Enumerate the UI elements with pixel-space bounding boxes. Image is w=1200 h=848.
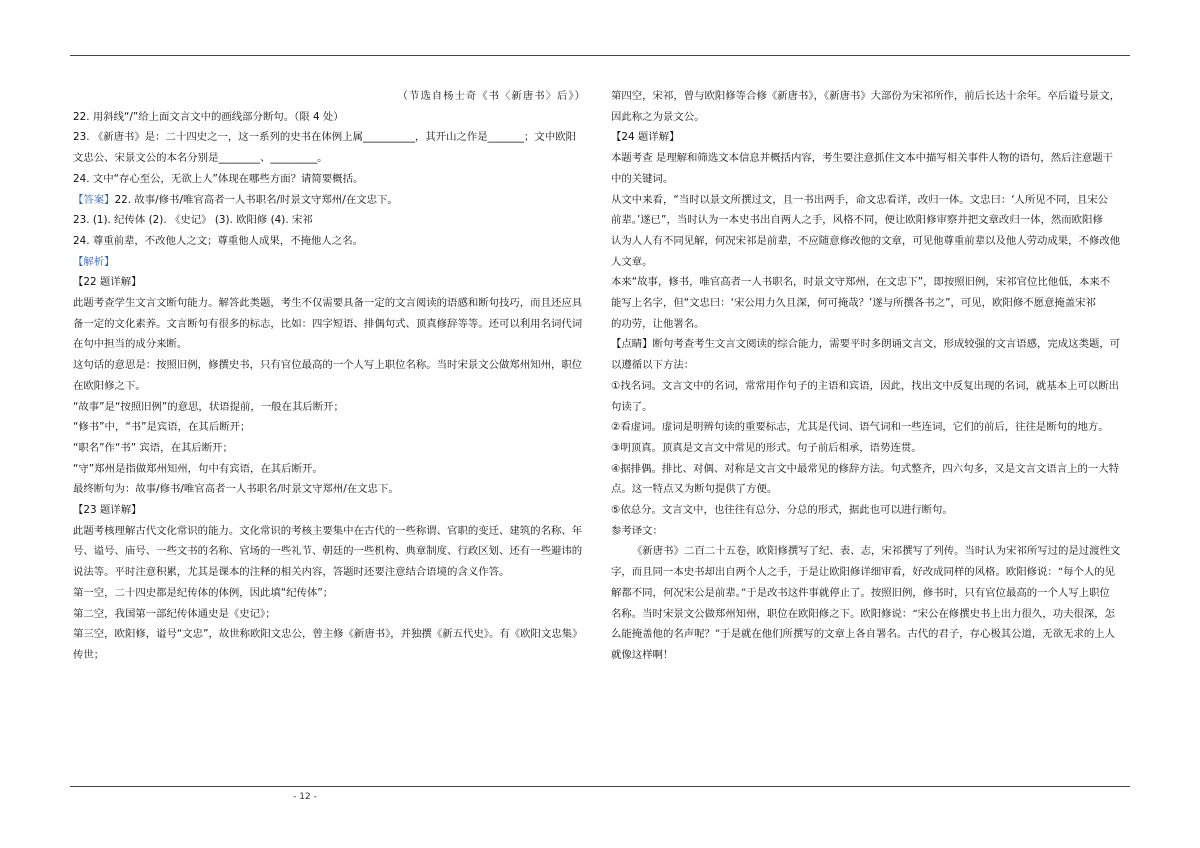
left-column — [73, 86, 586, 666]
translation-text: 就像这样啊！ — [611, 648, 674, 661]
translation-heading: 参考译文： — [611, 524, 663, 537]
detail-23-text: 第三空，欧阳修，谥号“文忠”，故世称欧阳文忠公，曾主修《新唐书》，并独撰《新五代史》。有《欧阳文忠集》 — [73, 628, 583, 641]
detail-22-text: “故事”是“按照旧例”的意思，状语提前，一般在其后断开； — [73, 400, 344, 413]
detail-24-text: 的功劳，让他署名。 — [611, 317, 705, 330]
detail-22-text: 在句中担当的成分来断。 — [73, 338, 188, 351]
source-citation: （节选自杨士奇《书〈新唐书〉后》） — [397, 90, 586, 102]
detail-24-text: 能写上名字，但“文忠曰：‘宋公用力久且深，何可掩哉？’遂与所撰各书之”，可见，欧阳修不愿意掩盖宋祁 — [611, 297, 1096, 310]
detail-22-text: 备一定的文化素养。文言断句有很多的标志，比如：四字短语、排偶句式、顶真修辞等等。还可以利用名词代词 — [73, 317, 583, 330]
detail-24-text: 前辈。’遂已”，当时认为一本史书出自两人之手，风格不同，便让欧阳修审察并把文章改归一体，然而欧阳修 — [611, 214, 1103, 227]
translation-text: 《新唐书》二百二十五卷，欧阳修撰写了纪、表、志，宋祁撰写了列传。当时认为宋祁所写过的是过渡性文 — [632, 545, 1121, 558]
tips-text: 以遵循以下方法： — [611, 359, 695, 372]
detail-22-text: 此题考查学生文言文断句能力。解答此类题，考生不仅需要具备一定的文言阅读的语感和断句技巧，而且还应具 — [73, 297, 583, 310]
translation-text: 名称。当时宋景文公做郑州知州，职位在欧阳修之下。欧阳修说：“宋公在修撰史书上出力很久，功夫很深，怎 — [611, 607, 1116, 620]
tips-text: ③明顶真。顶真是文言文中常见的形式。句子前后相承，语势连贯。 — [611, 441, 922, 454]
detail-23-text: 第二空，我国第一部纪传体通史是《史记》； — [73, 607, 276, 620]
detail-22-text: 最终断句为：故事/修书/唯官高者一人书职名/时景文守郑州/在文忠下。 — [73, 483, 399, 496]
translation-text: 么能掩盖他的名声呢？”于是就在他们所撰写的文章上各自署名。古代的君子，存心极其公道，无欲无求的上人 — [611, 628, 1116, 641]
detail-24-text: 本来“故事，修书，唯官高者一人书职名，时景文守郑州，在文忠下”，即按照旧例，宋祁官位比他低，本来不 — [611, 276, 1111, 289]
tips-text: 句读了。 — [611, 400, 653, 413]
header-rule — [70, 55, 1130, 56]
page-number: - 12 - — [293, 792, 317, 802]
tips-text: ②看虚词。虚词是明辨句读的重要标志，尤其是代词、语气词和一些连词，它们的前后，往往是断句的地方。 — [611, 421, 1109, 434]
detail-23-text: 此题考核理解古代文化常识的能力。文化常识的考核主要集中在古代的一些称谓、官职的变迁、建筑的名称、年 — [73, 524, 583, 537]
translation-text: 解都不同，何况宋公是前辈。”于是改书这件事就停止了。按照旧例，修书时，只有官位最高的一个人写上职位 — [611, 586, 1110, 599]
tips-text: ①找名词。文言文中的名词，常常用作句子的主语和宾语，因此，找出文中反复出现的名词，就基本上可以断出 — [611, 379, 1120, 392]
analysis-label: 【解析】 — [73, 255, 115, 268]
detail-22-text: 这句话的意思是：按照旧例，修撰史书，只有官位最高的一个人写上职位名称。当时宋景文公做郑州知州，职位 — [73, 359, 583, 372]
answer-24: 24. 尊重前辈，不改他人之文；尊重他人成果，不掩他人之名。 — [73, 234, 363, 247]
detail-23-text: 说法等。平时注意积累，尤其是课本的注释的相关内容，答题时还要注意结合语境的含义作答。 — [73, 566, 510, 579]
detail-22-text: “守”郑州是指做郑州知州，句中有宾语，在其后断开。 — [73, 462, 323, 475]
detail-23-text: 号、谥号、庙号、一些文书的名称、官场的一些礼节、朝廷的一些机构、典章制度、行政区划、还有一些避讳的 — [73, 545, 583, 558]
tips-text: ⑤依总分。文言文中，也往往有总分、分总的形式，据此也可以进行断句。 — [611, 504, 953, 517]
detail-24-text: 中的关键词。 — [611, 172, 674, 185]
heading-24-detail: 【24 题详解】 — [611, 131, 680, 144]
tips-text: 【点睛】断句考查考生文言文阅读的综合能力，需要平时多朗诵文言文，形成较强的文言语感，完成这类题，可 — [611, 338, 1121, 351]
tips-text: 点。这一特点又为断句提供了方便。 — [611, 483, 778, 496]
heading-23-detail: 【23 题详解】 — [73, 504, 142, 517]
question-24: 24. 文中“存心至公，无欲上人”体现在哪些方面？请简要概括。 — [73, 172, 364, 185]
detail-24-text: 本题考查 是理解和筛选文本信息并概括内容，考生要注意抓住文本中描写相关事件人物的语句，然后注意题干 — [611, 152, 1114, 165]
detail-24-text: 认为人人有不同见解，何况宋祁是前辈，不应随意修改他的文章，可见他尊重前辈以及他人劳动成果，不修改他 — [611, 234, 1121, 247]
detail-24-text: 从文中来看，“当时以景文所撰过文，且一书出两手，命文忠看详，改归一体。文忠曰：‘人所见不同，且宋公 — [611, 193, 1109, 206]
detail-22-text: 在欧阳修之下。 — [73, 379, 146, 392]
heading-22-detail: 【22 题详解】 — [73, 276, 142, 289]
answer-22-line — [73, 190, 586, 211]
right-column — [611, 86, 1129, 666]
question-23-line-1: 23. 《新唐书》是：二十四史之一，这一系列的史书在体例上属__________，其开山之作是_______；文中欧阳 — [73, 131, 576, 144]
detail-23-text: 第四空，宋祁，曾与欧阳修等合修《新唐书》，《新唐书》大部份为宋祁所作，前后长达十余年。卒后谥号景文， — [611, 90, 1121, 102]
detail-22-text: “职名”作“书” 宾语，在其后断开； — [73, 441, 233, 454]
detail-23-text: 传世； — [73, 648, 105, 661]
detail-22-text: “修书”中，“书”是宾语，在其后断开； — [73, 421, 251, 434]
detail-24-text: 人文章。 — [611, 255, 653, 268]
footer-rule — [70, 786, 1130, 787]
translation-text: 字，而且同一本史书却出自两个人之手，于是让欧阳修详细审看，好改成同样的风格。欧阳修说：“每个人的见 — [611, 566, 1116, 579]
question-22: 22. 用斜线“/”给上面文言文中的画线部分断句。（限 4 处） — [73, 110, 344, 123]
tips-text: ④据排偶。排比、对偶、对称是文言文中最常见的修辞方法。句式整齐，四六句多，又是文言文语言上的一大特 — [611, 462, 1120, 475]
answer-label: 【答案】 — [73, 193, 115, 206]
detail-23-text: 第一空，二十四史都是纪传体的体例，因此填“纪传体”； — [73, 586, 334, 599]
question-23-line-2: 文忠公、宋景文公的本名分别是________、_________。 — [73, 152, 328, 165]
answer-22: 22. 故事/修书/唯官高者一人书职名/时景文守郑州/在文忠下。 — [114, 193, 398, 206]
answer-23: 23. (1). 纪传体 (2). 《史记》 (3). 欧阳修 (4). 宋祁 — [73, 214, 313, 227]
detail-23-text: 因此称之为景文公。 — [611, 110, 705, 123]
